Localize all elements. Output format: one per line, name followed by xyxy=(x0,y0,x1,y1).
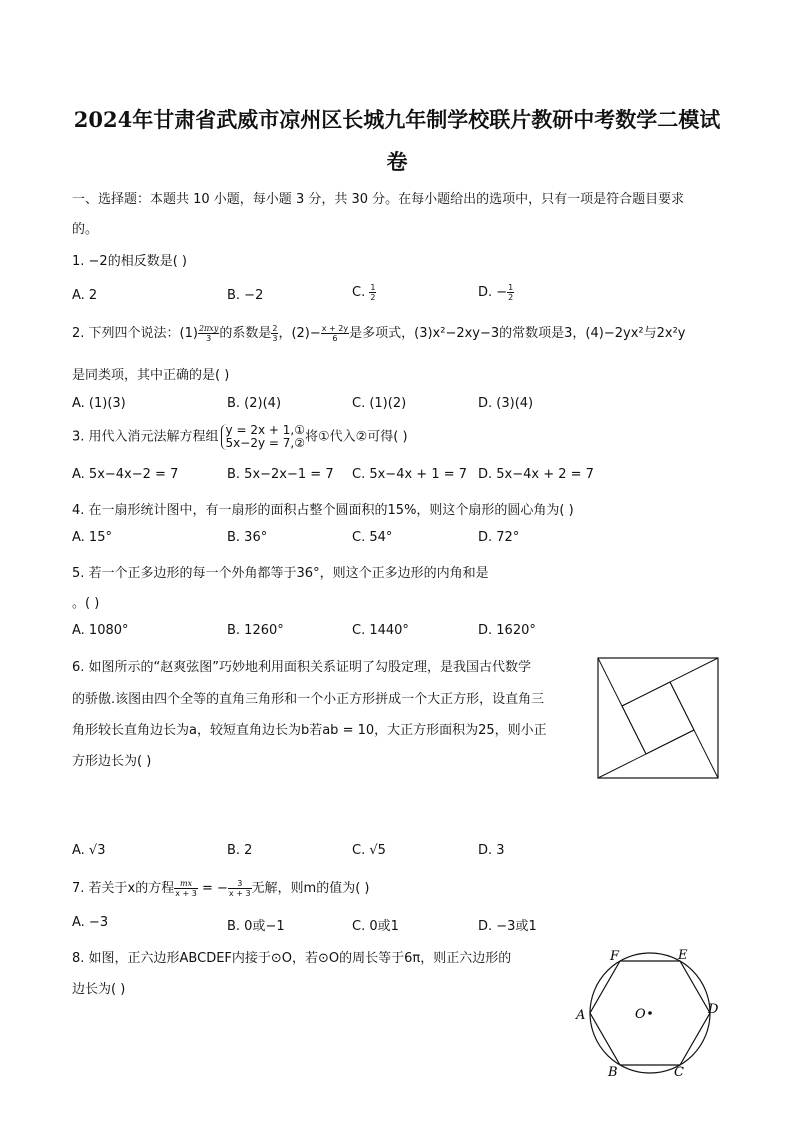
question-2-option-a: A. (1)(3) xyxy=(72,396,126,411)
zhao-shuang-figure xyxy=(596,656,720,780)
label-e: E xyxy=(678,948,688,963)
question-4-option-c: C. 54° xyxy=(352,530,393,545)
question-3-stem: 3. 用代入消元法解方程组 y = 2x + 1,① 5x−2y = 7,② 将①代入②可得( ) xyxy=(72,423,408,450)
section-instructions-line-1: 一、选择题：本题共 10 小题，每小题 3 分，共 30 分。在每小题给出的选项中，只有一项是符合题目要求 xyxy=(72,192,685,207)
question-7-option-a: A. −3 xyxy=(72,915,109,930)
question-7-option-c: C. 0或1 xyxy=(352,919,399,934)
question-6-option-d: D. 3 xyxy=(478,843,505,858)
question-6-stem-line-2: 的骄傲.该图由四个全等的直角三角形和一个小正方形拼成一个大正方形，设直角三 xyxy=(72,692,545,707)
question-6-stem-line-4: 方形边长为( ) xyxy=(72,754,152,769)
question-6-option-a: A. √3 xyxy=(72,843,106,858)
center-point xyxy=(648,1011,652,1015)
exam-title-line-1: 2024年甘肃省武威市凉州区长城九年制学校联片教研中考数学二模试 xyxy=(73,107,721,132)
question-2-option-d: D. (3)(4) xyxy=(478,396,534,411)
question-3-option-c: C. 5x−4x + 1 = 7 xyxy=(352,467,468,482)
fraction: $\frac{3}{x + 3}$ xyxy=(228,879,251,898)
question-4-stem: 4. 在一扇形统计图中，有一扇形的面积占整个圆面积的15%，则这个扇形的圆心角为( ) xyxy=(72,503,574,518)
outer-square xyxy=(598,658,718,778)
question-4-option-d: D. 72° xyxy=(478,530,520,545)
label-c: C xyxy=(674,1065,684,1080)
question-5-stem-line-2: 。( ) xyxy=(72,596,100,611)
label-o: O xyxy=(635,1007,646,1022)
question-3-option-a: A. 5x−4x−2 = 7 xyxy=(72,467,179,482)
fraction: $\frac{1}{2}$ xyxy=(508,283,514,302)
question-8-stem-line-1: 8. 如图，正六边形ABCDEF内接于⊙O，若⊙O的周长等于6π，则正六边形的 xyxy=(72,951,512,966)
question-6-option-b: B. 2 xyxy=(227,843,253,858)
fraction: $\frac{1}{2}$ xyxy=(370,283,376,302)
question-5-stem-line-1: 5. 若一个正多边形的每一个外角都等于36°，则这个正多边形的内角和是 xyxy=(72,566,489,581)
question-7-option-d: D. −3或1 xyxy=(478,919,537,934)
fraction: $\frac{2}{3}$ xyxy=(272,324,278,343)
question-5-option-d: D. 1620° xyxy=(478,623,536,638)
question-5-option-a: A. 1080° xyxy=(72,623,129,638)
label-b: B xyxy=(608,1065,618,1080)
question-4-option-a: A. 15° xyxy=(72,530,112,545)
question-2-stem-line-2: 是同类项，其中正确的是( ) xyxy=(72,368,230,383)
hexagon-circle-figure xyxy=(568,940,728,1080)
inner-square xyxy=(622,682,694,754)
question-4-option-b: B. 36° xyxy=(227,530,268,545)
question-8-stem-line-2: 边长为( ) xyxy=(72,982,126,997)
fraction: $\frac{mx}{x + 3}$ xyxy=(175,879,197,898)
label-f: F xyxy=(610,949,620,964)
question-5-option-b: B. 1260° xyxy=(227,623,284,638)
section-instructions-line-2: 的。 xyxy=(72,222,99,237)
question-3-option-d: D. 5x−4x + 2 = 7 xyxy=(478,467,594,482)
question-1-option-c: C. $\frac{1}{2}$ xyxy=(352,283,376,302)
question-1-option-a: A. 2 xyxy=(72,288,98,303)
question-7-stem: 7. 若关于x的方程 $\frac{mx}{x + 3}$ = − $\frac{3}{x + 3}$ 无解，则m的值为( ) xyxy=(72,879,370,898)
fraction: $\frac{x + 2y}{6}$ xyxy=(321,324,349,343)
question-2-option-b: B. (2)(4) xyxy=(227,396,282,411)
equation-system: y = 2x + 1,① 5x−2y = 7,② xyxy=(221,424,305,450)
triangle-edge xyxy=(598,730,694,778)
label-d: D xyxy=(708,1002,719,1017)
fraction: $\frac{\text{2πxy}}{3}$ xyxy=(198,324,219,343)
question-1-option-b: B. −2 xyxy=(227,288,264,303)
question-7-option-b: B. 0或−1 xyxy=(227,919,285,934)
question-1-option-d: D. − $\frac{1}{2}$ xyxy=(478,283,514,302)
question-5-option-c: C. 1440° xyxy=(352,623,409,638)
question-2-stem-line-1: 2. 下列四个说法：(1) $\frac{\text{2πxy}}{3}$ 的系数是 $\frac{2}{3}$ ，(2)− $\frac{x + 2y}{6}$ 是多项式，(3)x²−2xy−3的常数项是3，(4)−2yx²与2x²y xyxy=(72,324,686,343)
question-6-option-c: C. √5 xyxy=(352,843,386,858)
label-a: A xyxy=(576,1008,586,1023)
question-6-stem-line-1: 6. 如图所示的“赵爽弦图”巧妙地利用面积关系证明了勾股定理，是我国古代数学 xyxy=(72,660,532,675)
question-1-stem: 1. −2的相反数是( ) xyxy=(72,254,187,269)
question-3-option-b: B. 5x−2x−1 = 7 xyxy=(227,467,334,482)
question-6-stem-line-3: 角形较长直角边长为a，较短直角边长为b若ab = 10，大正方形面积为25，则小正 xyxy=(72,723,547,738)
question-2-option-c: C. (1)(2) xyxy=(352,396,407,411)
exam-title-line-2: 卷 xyxy=(386,149,408,174)
